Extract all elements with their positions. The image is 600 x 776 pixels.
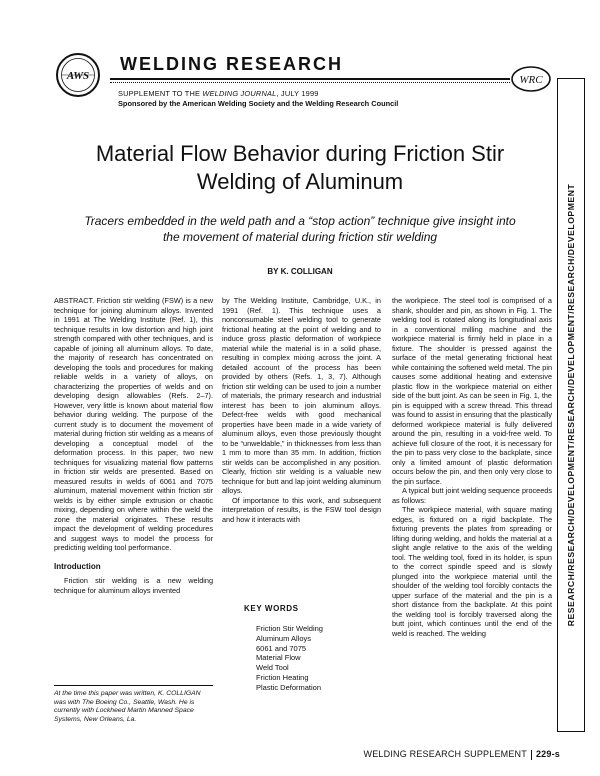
masthead-rule-dotted xyxy=(110,82,510,83)
body-paragraph: A typical butt joint welding sequence proceeds as follows: xyxy=(392,486,552,505)
keyword-item: Weld Tool xyxy=(256,663,289,673)
masthead-rule xyxy=(110,78,510,80)
wrc-logo xyxy=(510,64,552,94)
keyword-item: Friction Stir Welding xyxy=(256,624,323,633)
article-title: Material Flow Behavior during Friction Stir Welding of Aluminum xyxy=(95,141,505,194)
abstract-paragraph: ABSTRACT. Friction stir welding (FSW) is a new technique for joining aluminum alloys. Invented in 1991 at The Welding Institute (Ref. 1), this technique results in low distortion and high joint strength compared with other techniques, and is capable of joining all aluminum alloys. To date, the majority of research has concentrated on developing the tools and procedures for making reliable welds in a variety of alloys, on characterizing the properties of welds and on developing design allowables (Refs. 2–7). However, very little is known about material flow behavior during welding. The purpose of the current study is to document the movement of material during friction stir welding as a means of developing a conceptual model of the deformation process. In this paper, two new techniques for visualizing material flow patterns in friction stir welds are presented. Based on measured results in welds of 6061 and 7075 aluminum, material movement within friction stir welds is by either simple extrusion or chaotic mixing, depending on where within the weld the zone the material originates. These results impact the development of welding procedures and suggest ways to model the process for predicting welding tool performance. xyxy=(54,296,213,552)
keywords-box xyxy=(236,582,378,693)
introduction-heading: Introduction xyxy=(54,561,101,571)
page-number: 229-s xyxy=(535,749,560,759)
side-band-text: RESEARCH/RESEARCH/DEVELOPMENT/RESEARCH/DEVELOPMENT/RESEARCH/DEVELOPMENT xyxy=(566,183,576,627)
keyword-item: 6061 and 7075 xyxy=(256,643,307,653)
column-1 xyxy=(54,296,213,595)
supplement-line: SUPPLEMENT TO THE WELDING JOURNAL, JULY 1999 xyxy=(118,89,319,98)
body-paragraph: by The Welding Institute, Cambridge, U.K., in 1991 (Ref. 1). This technique uses a nonconsumable steel welding tool to generate frictional heating at the point of welding and to induce gross plastic deformation of workpiece material while the material is in a solid phase, resulting in complex mixing across the joint. A detailed account of the process has been provided by others (Refs. 1, 3, 7). Although friction stir welding can be used to join a number of materials, the primary research and industrial interest has been to join aluminum alloys. Defect-free welds with good mechanical properties have been made in a wide variety of aluminum alloys, even those previously thought to be “unweldable,” in thicknesses from less than 1 mm to more than 35 mm. In addition, friction stir welds can be accomplished in any position. Clearly, friction stir welding is a valuable new technique for butt and lap joint welding aluminum alloys. xyxy=(222,296,381,495)
body-paragraph: Of importance to this work, and subsequent interpretation of results, is the FSW tool design and how it interacts with xyxy=(222,495,381,524)
article-subtitle: Tracers embedded in the weld path and a “stop action” technique give insight into the movement of material during friction stir welding xyxy=(84,214,516,244)
aws-logo xyxy=(55,52,101,98)
intro-paragraph: Friction stir welding is a new welding technique for aluminum alloys invented xyxy=(54,576,213,595)
keyword-item: Plastic Deformation xyxy=(256,682,322,692)
keyword-item: Friction Heating xyxy=(256,672,309,682)
page-footer xyxy=(364,749,560,760)
author-byline: BY K. COLLIGAN xyxy=(267,267,333,276)
footer-label: WELDING RESEARCH SUPPLEMENT xyxy=(363,749,527,759)
author-footnote: At the time this paper was written, K. COLLIGAN was with The Boeing Co., Seattle, Wash. He is currently with Lockheed Martin Manned Space Systems, New Orleans, La. xyxy=(54,685,213,724)
wrc-logo-text: WRC xyxy=(519,74,543,86)
footer-separator xyxy=(531,750,532,760)
column-2 xyxy=(222,296,381,524)
keyword-item: Material Flow xyxy=(256,653,301,663)
keywords-heading: KEY WORDS xyxy=(244,604,299,613)
body-paragraph: The workpiece material, with square mating edges, is fixtured on a rigid backplate. The fixturing prevents the plates from spreading or lifting during welding, and holds the material at a slight angle relative to the axis of the welding tool. The welding tool, fixed in its holder, is spun to the correct spindle speed and is slowly plunged into the workpiece material until the shoulder of the welding tool forcibly contacts the upper surface of the material and the pin is a short distance from the backplate. At this point the welding tool is forcibly traversed along the butt joint, which continues until the end of the weld is reached. The welding xyxy=(392,505,552,638)
keywords-list xyxy=(256,624,378,693)
masthead-title: WELDING RESEARCH xyxy=(120,54,344,74)
body-paragraph: the workpiece. The steel tool is comprised of a shank, shoulder and pin, as shown in Fig. 1. The welding tool is rotated along its longitudinal axis in a conventional milling machine and the workpiece material is firmly held in place in a fixture. The shoulder is pressed against the surface of the metal generating frictional heat while containing the softened weld metal. The pin causes some additional heating and extensive plastic flow in the workpiece material on either side of the butt joint. As can be seen in Fig. 1, the pin is equipped with a screw thread. This thread was found to assist in ensuring that the plastically deformed workpiece material is fully delivered around the pin, resulting in a void-free weld. To achieve full closure of the root, it is necessary for the pin to pass very close to the backplate, since only a limited amount of plastic deformation occurs below the pin, and then only very close to the pin surface. xyxy=(392,296,552,486)
keyword-item: Aluminum Alloys xyxy=(256,633,312,643)
sponsor-line: Sponsored by the American Welding Society and the Welding Research Council xyxy=(118,99,399,108)
column-3 xyxy=(392,296,552,638)
aws-logo-text: AWS xyxy=(66,70,90,82)
journal-name: WELDING JOURNAL xyxy=(202,89,277,98)
